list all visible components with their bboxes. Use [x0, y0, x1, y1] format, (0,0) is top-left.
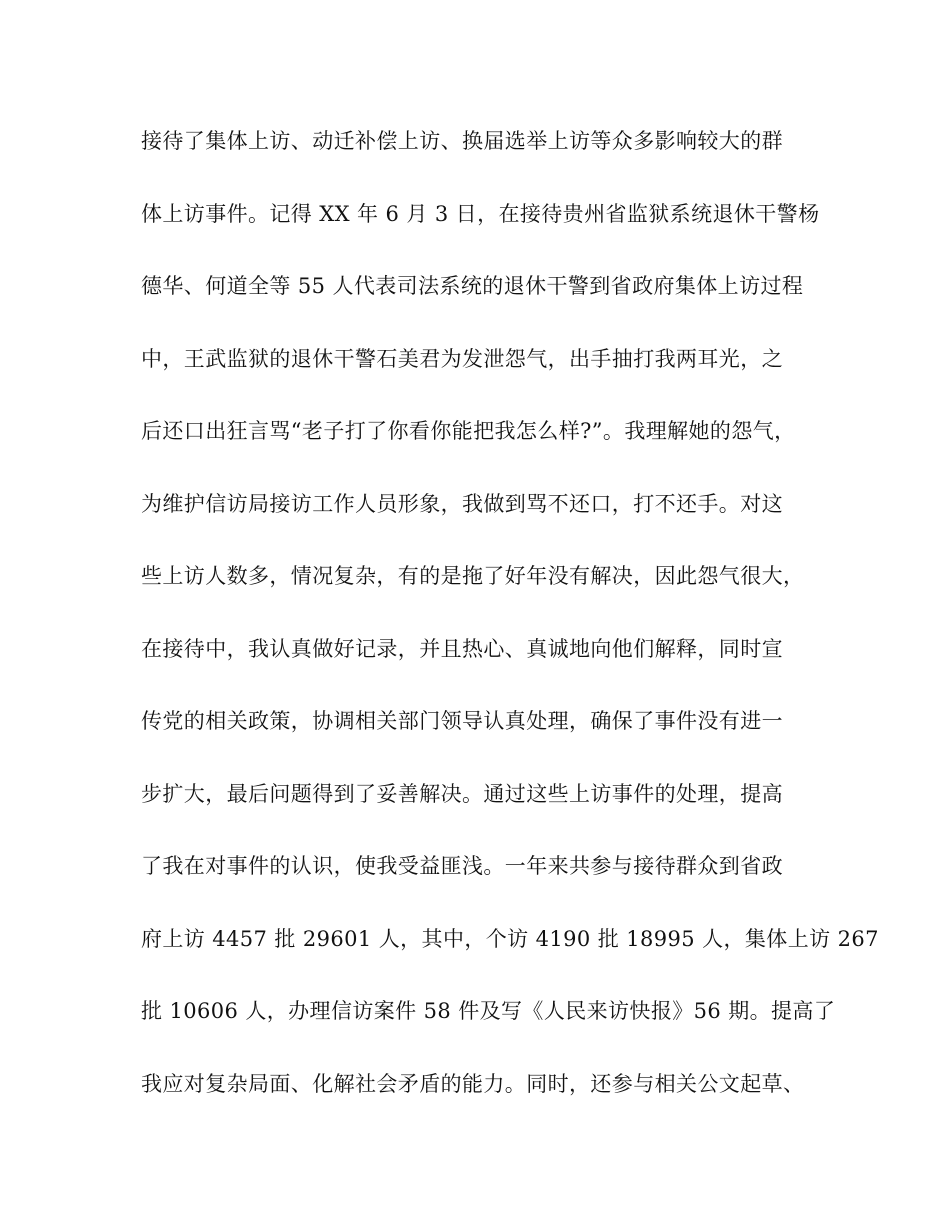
text-line: 了我在对事件的认识，使我受益匪浅。一年来共参与接待群众到省政 — [141, 854, 783, 878]
text-line: 后还口出狂言骂“老子打了你看你能把我怎么样?”。我理解她的怨气， — [141, 419, 796, 443]
text-line: 些上访人数多，情况复杂，有的是拖了好年没有解决，因此怨气很大， — [141, 564, 805, 588]
text-line: 德华、何道全等 55 人代表司法系统的退休干警到省政府集体上访过程 — [141, 274, 804, 298]
document-body — [141, 123, 879, 1138]
text-line: 接待了集体上访、动迁补偿上访、换届选举上访等众多影响较大的群 — [141, 129, 783, 153]
text-line: 步扩大，最后问题得到了妥善解决。通过这些上访事件的处理，提高 — [141, 781, 783, 806]
text-line: 批 10606 人，办理信访案件 58 件及写《人民来访快报》56 期。提高了 — [141, 999, 836, 1023]
text-line: 府上访 4457 批 29601 人，其中，个访 4190 批 18995 人，集体上访 267 — [141, 926, 879, 951]
text-line: 体上访事件。记得 XX 年 6 月 3 日，在接待贵州省监狱系统退休干警杨 — [141, 201, 820, 226]
text-line: 传党的相关政策，协调相关部门领导认真处理，确保了事件没有进一 — [141, 709, 783, 733]
text-line: 为维护信访局接访工作人员形象，我做到骂不还口，打不还手。对这 — [141, 491, 783, 516]
text-line: 中，王武监狱的退休干警石美君为发泄怨气，出手抽打我两耳光，之 — [141, 346, 783, 371]
text-line: 我应对复杂局面、化解社会矛盾的能力。同时，还参与相关公文起草、 — [141, 1071, 805, 1096]
text-line: 在接待中，我认真做好记录，并且热心、真诚地向他们解释，同时宣 — [141, 636, 783, 661]
